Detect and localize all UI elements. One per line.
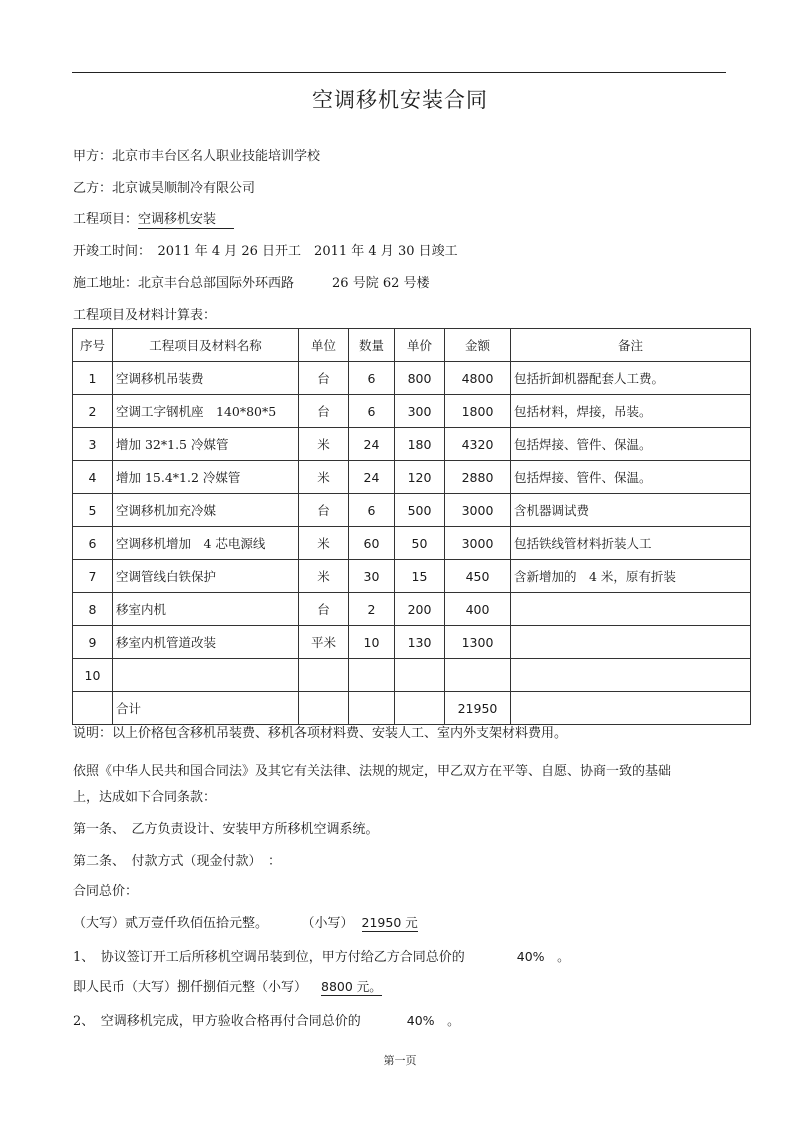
table-cell	[299, 659, 349, 692]
table-cell: 米	[299, 527, 349, 560]
table-cell: 空调管线白铁保护	[113, 560, 299, 593]
table-cell: 米	[299, 560, 349, 593]
payment-2-percent: 40% 。	[406, 1013, 460, 1028]
table-cell: 空调移机增加 4 芯电源线	[113, 527, 299, 560]
header-cell: 序号	[73, 329, 113, 362]
table-row	[73, 362, 751, 395]
table-cell: 增加 15.4*1.2 冷媒管	[113, 461, 299, 494]
table-cell: 3	[73, 428, 113, 461]
table-cell: 300	[395, 395, 445, 428]
table-row	[73, 461, 751, 494]
table-row	[73, 395, 751, 428]
header-cell: 单价	[395, 329, 445, 362]
site-line	[73, 272, 430, 291]
table-cell	[511, 593, 751, 626]
total-value: 21950	[445, 692, 511, 725]
header-cell: 数量	[349, 329, 395, 362]
table-total-row	[73, 692, 751, 725]
table-cell: 包括折卸机器配套人工费。	[511, 362, 751, 395]
table-cell: 2	[73, 395, 113, 428]
table-cell	[349, 692, 395, 725]
table-cell: 800	[395, 362, 445, 395]
table-cell: 24	[349, 461, 395, 494]
table-cell: 台	[299, 593, 349, 626]
party-a: 甲方：北京市丰台区名人职业技能培训学校	[73, 149, 321, 164]
table-cell: 台	[299, 395, 349, 428]
amount-line	[73, 912, 418, 931]
table-cell: 1800	[445, 395, 511, 428]
site-number: 26 号院 62 号楼	[332, 276, 430, 291]
table-cell: 台	[299, 494, 349, 527]
table-header-row	[73, 329, 751, 362]
table-row	[73, 560, 751, 593]
table-cell: 1	[73, 362, 113, 395]
table-cell: 9	[73, 626, 113, 659]
table-cell: 400	[445, 593, 511, 626]
table-cell: 包括材料，焊接，吊装。	[511, 395, 751, 428]
table-cell: 包括焊接、管件、保温。	[511, 461, 751, 494]
table-cell	[511, 692, 751, 725]
article-2: 第二条、 付款方式（现金付款） ：	[73, 854, 282, 869]
table-cell: 空调工字钢机座 140*80*5	[113, 395, 299, 428]
table-cell: 50	[395, 527, 445, 560]
project-label: 工程项目：	[73, 212, 139, 227]
table-cell	[73, 692, 113, 725]
site-label: 施工地址：北京丰台总部国际外环西路	[73, 276, 295, 291]
table-cell: 130	[395, 626, 445, 659]
table-cell: 移室内机	[113, 593, 299, 626]
table-cell: 米	[299, 461, 349, 494]
schedule-line: 开竣工时间： 2011 年 4 月 26 日开工 2011 年 4 月 30 日竣工	[73, 244, 458, 259]
legal-basis-2: 上，达成如下合同条款：	[73, 790, 217, 805]
table-cell: 60	[349, 527, 395, 560]
table-cell: 450	[445, 560, 511, 593]
header-cell: 金额	[445, 329, 511, 362]
contract-title: 空调移机安装合同	[312, 88, 488, 112]
table-cell: 3000	[445, 527, 511, 560]
table-cell: 6	[349, 395, 395, 428]
table-cell: 平米	[299, 626, 349, 659]
table-cell: 台	[299, 362, 349, 395]
table-cell: 移室内机管道改装	[113, 626, 299, 659]
payment-1b	[73, 976, 382, 995]
header-cell: 备注	[511, 329, 751, 362]
amount-small-label: （小写）	[308, 916, 354, 931]
payment-1b-text: 即人民币（大写）捌仟捌佰元整（小写）	[73, 980, 308, 995]
payment-1-text: 1、 协议签订开工后所移机空调吊装到位，甲方付给乙方合同总价的	[73, 950, 465, 965]
total-label: 合计	[113, 692, 299, 725]
payment-1-percent: 40% 。	[516, 949, 570, 964]
table-cell: 含机器调试费	[511, 494, 751, 527]
table-cell: 3000	[445, 494, 511, 527]
price-note: 说明：以上价格包含移机吊装费、移机各项材料费、安装人工、室内外支架材料费用。	[73, 726, 568, 741]
table-cell	[299, 692, 349, 725]
party-b: 乙方：北京诚昊顺制冷有限公司	[73, 181, 256, 196]
materials-table	[72, 328, 751, 725]
table-row	[73, 659, 751, 692]
table-cell: 180	[395, 428, 445, 461]
table-cell: 4800	[445, 362, 511, 395]
table-caption: 工程项目及材料计算表：	[73, 308, 217, 323]
payment-1b-value: 8800 元。	[321, 979, 382, 994]
table-cell	[395, 659, 445, 692]
project-value: 空调移机安装	[138, 212, 234, 229]
table-cell: 4	[73, 461, 113, 494]
table-cell: 200	[395, 593, 445, 626]
table-cell: 5	[73, 494, 113, 527]
table-cell	[395, 692, 445, 725]
legal-basis-1: 依照《中华人民共和国合同法》及其它有关法律、法规的规定，甲乙双方在平等、自愿、协商一致的基础	[73, 764, 672, 779]
table-cell: 7	[73, 560, 113, 593]
table-cell	[511, 659, 751, 692]
table-cell: 10	[349, 626, 395, 659]
table-row	[73, 527, 751, 560]
table-cell: 包括焊接、管件、保温。	[511, 428, 751, 461]
header-cell: 工程项目及材料名称	[113, 329, 299, 362]
table-row	[73, 593, 751, 626]
total-price-label: 合同总价：	[73, 884, 139, 899]
table-cell: 10	[73, 659, 113, 692]
table-cell: 4320	[445, 428, 511, 461]
table-cell: 2	[349, 593, 395, 626]
table-cell: 空调移机加充冷媒	[113, 494, 299, 527]
header-cell: 单位	[299, 329, 349, 362]
payment-2	[73, 1010, 460, 1029]
table-cell	[445, 659, 511, 692]
table-cell: 30	[349, 560, 395, 593]
table-cell: 含新增加的 4 米，原有折装	[511, 560, 751, 593]
table-cell	[113, 659, 299, 692]
table-cell: 空调移机吊装费	[113, 362, 299, 395]
table-cell: 包括铁线管材料折装人工	[511, 527, 751, 560]
table-cell: 6	[73, 527, 113, 560]
amount-small-value: 21950 元	[361, 915, 418, 930]
table-cell	[511, 626, 751, 659]
table-cell: 2880	[445, 461, 511, 494]
table-cell: 15	[395, 560, 445, 593]
table-cell: 1300	[445, 626, 511, 659]
project-line	[73, 208, 234, 227]
table-cell: 8	[73, 593, 113, 626]
table-cell: 24	[349, 428, 395, 461]
table-cell: 6	[349, 362, 395, 395]
amount-words: （大写）贰万壹仟玖佰伍拾元整。	[73, 916, 269, 931]
table-row	[73, 494, 751, 527]
table-row	[73, 626, 751, 659]
article-1: 第一条、 乙方负责设计、安装甲方所移机空调系统。	[73, 822, 379, 837]
table-cell	[349, 659, 395, 692]
table-cell: 增加 32*1.5 冷媒管	[113, 428, 299, 461]
payment-1	[73, 946, 570, 965]
table-cell: 米	[299, 428, 349, 461]
payment-2-text: 2、 空调移机完成，甲方验收合格再付合同总价的	[73, 1014, 361, 1029]
table-cell: 6	[349, 494, 395, 527]
table-row	[73, 428, 751, 461]
table-cell: 500	[395, 494, 445, 527]
table-cell: 120	[395, 461, 445, 494]
top-rule	[72, 72, 726, 73]
page-number: 第一页	[383, 1054, 417, 1067]
